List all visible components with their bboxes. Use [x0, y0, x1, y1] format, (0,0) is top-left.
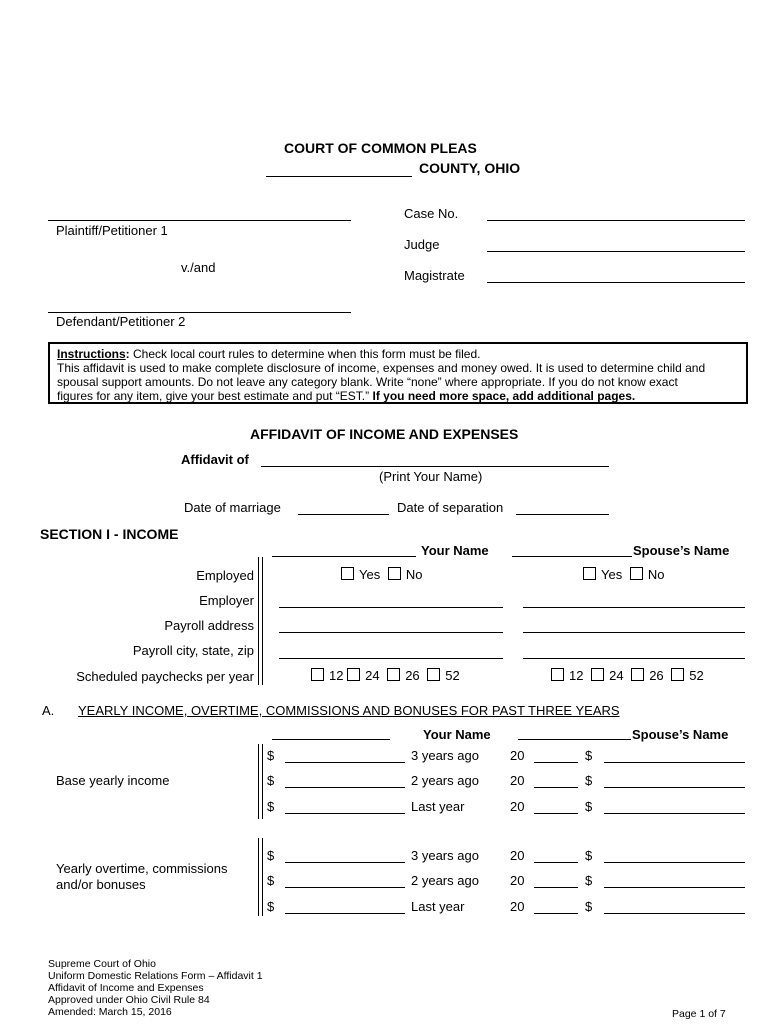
overtime-year-line[interactable]	[534, 862, 578, 863]
overtime-year-line[interactable]	[534, 887, 578, 888]
base-income-label: Base yearly income	[56, 773, 170, 788]
footer-org: Supreme Court of Ohio	[48, 958, 156, 970]
overtime-your-amount-line[interactable]	[285, 862, 405, 863]
your-dollar-sign: $	[267, 773, 275, 788]
year-prefix: 20	[510, 799, 525, 814]
date-of-separation-line[interactable]	[516, 514, 609, 515]
your-dollar-sign: $	[267, 799, 275, 814]
paycheck-option-label: 24	[609, 668, 624, 683]
judge-label: Judge	[404, 237, 440, 252]
plaintiff-label: Plaintiff/Petitioner 1	[56, 223, 168, 238]
section-1-divider	[258, 557, 263, 685]
spouse-paycheck-26-checkbox[interactable]	[631, 668, 644, 681]
affiant-name-line[interactable]	[261, 466, 609, 467]
footer-page-number: Page 1 of 7	[672, 1008, 726, 1020]
affidavit-of-label: Affidavit of	[181, 452, 249, 467]
overtime-year-line[interactable]	[534, 913, 578, 914]
instructions-more-space: If you need more space, add additional pages.	[372, 389, 636, 403]
your-employer-line[interactable]	[279, 607, 503, 608]
instructions-line2: This affidavit is used to make complete disclosure of income, expenses and money owed. It is used to determine child and	[57, 361, 706, 375]
your-dollar-sign: $	[267, 899, 275, 914]
spouse-dollar-sign: $	[585, 773, 593, 788]
overtime-your-amount-line[interactable]	[285, 913, 405, 914]
instructions-box: Instructions: Check local court rules to determine when this form must be filed. This affidavit is used to make complete disclosure of income, expenses and money owed. It is used to determine child and spousal support amounts. Do not leave any category blank. Write “none” where appropriate. If you do not know exact figures for any item, give your best estimate and put “EST.” If you need more space, add additional pages.	[48, 342, 748, 404]
spouse-dollar-sign: $	[585, 848, 593, 863]
spouse-employed-yes-checkbox[interactable]	[583, 567, 596, 580]
part-a-title: YEARLY INCOME, OVERTIME, COMMISSIONS AND BONUSES FOR PAST THREE YEARS	[78, 703, 620, 718]
base-spouse-amount-line[interactable]	[604, 787, 745, 788]
no-label: No	[405, 567, 423, 582]
overtime-spouse-amount-line[interactable]	[604, 913, 745, 914]
spouse-payroll-city-line[interactable]	[523, 658, 745, 659]
base-your-amount-line[interactable]	[285, 813, 405, 814]
footer-amended: Amended: March 15, 2016	[48, 1006, 172, 1018]
paycheck-option-label: 12	[329, 668, 344, 683]
your-employed-yes-checkbox[interactable]	[341, 567, 354, 580]
county-name-line[interactable]	[266, 176, 412, 177]
your-name-header: Your Name	[421, 543, 489, 558]
spouse-employer-line[interactable]	[523, 607, 745, 608]
spouse-paycheck-12-checkbox[interactable]	[551, 668, 564, 681]
date-of-marriage-line[interactable]	[298, 514, 389, 515]
your-payroll-address-line[interactable]	[279, 632, 503, 633]
print-name-label: (Print Your Name)	[379, 469, 483, 484]
spouse-employed-options	[583, 567, 664, 582]
case-no-line[interactable]	[487, 220, 745, 221]
footer-rule: Approved under Ohio Civil Rule 84	[48, 994, 210, 1006]
payroll-address-label: Payroll address	[164, 618, 254, 633]
employed-label: Employed	[196, 568, 254, 583]
part-a-letter: A.	[42, 703, 55, 718]
spouse-dollar-sign: $	[585, 799, 593, 814]
your-employed-no-checkbox[interactable]	[388, 567, 401, 580]
your-dollar-sign: $	[267, 848, 275, 863]
your-dollar-sign: $	[267, 873, 275, 888]
your-paycheck-12-checkbox[interactable]	[311, 668, 324, 681]
affidavit-title: AFFIDAVIT OF INCOME AND EXPENSES	[250, 426, 519, 442]
no-label: No	[647, 567, 665, 582]
your-paycheck-options	[311, 668, 460, 683]
your-name-header-line[interactable]	[272, 556, 416, 557]
year-label: 3 years ago	[411, 848, 479, 863]
paycheck-option-label: 52	[445, 668, 460, 683]
your-paycheck-24-checkbox[interactable]	[347, 668, 360, 681]
defendant-label: Defendant/Petitioner 2	[56, 314, 186, 329]
plaintiff-line[interactable]	[48, 220, 351, 221]
part-a-spouse-name-header: Spouse’s Name	[632, 727, 729, 742]
base-spouse-amount-line[interactable]	[604, 813, 745, 814]
overtime-spouse-amount-line[interactable]	[604, 887, 745, 888]
overtime-spouse-amount-line[interactable]	[604, 862, 745, 863]
overtime-your-amount-line[interactable]	[285, 887, 405, 888]
spouse-dollar-sign: $	[585, 899, 593, 914]
date-of-separation-label: Date of separation	[397, 500, 504, 515]
your-employed-options	[341, 567, 422, 582]
instructions-label: Instructions	[57, 347, 126, 361]
footer-form-name: Uniform Domestic Relations Form – Affidavit 1	[48, 970, 263, 982]
county-label: COUNTY, OHIO	[419, 160, 521, 176]
paycheck-option-label: 26	[649, 668, 664, 683]
spouse-dollar-sign: $	[585, 873, 593, 888]
year-label: 2 years ago	[411, 873, 479, 888]
your-paycheck-26-checkbox[interactable]	[387, 668, 400, 681]
spouse-paycheck-24-checkbox[interactable]	[591, 668, 604, 681]
magistrate-label: Magistrate	[404, 268, 465, 283]
paycheck-option-label: 26	[405, 668, 420, 683]
spouse-dollar-sign: $	[585, 748, 593, 763]
base-your-amount-line[interactable]	[285, 762, 405, 763]
year-label: Last year	[411, 899, 465, 914]
spouse-name-header-line[interactable]	[512, 556, 632, 557]
payroll-city-label: Payroll city, state, zip	[132, 643, 254, 658]
base-income-divider	[258, 744, 263, 819]
year-label: 2 years ago	[411, 773, 479, 788]
spouse-name-header: Spouse’s Name	[633, 543, 730, 558]
yes-label: Yes	[359, 567, 381, 582]
year-prefix: 20	[510, 873, 525, 888]
versus-label: v./and	[181, 260, 216, 275]
base-year-line[interactable]	[534, 787, 578, 788]
your-dollar-sign: $	[267, 748, 275, 763]
spouse-paycheck-52-checkbox[interactable]	[671, 668, 684, 681]
part-a-your-name-line[interactable]	[272, 739, 390, 740]
spouse-payroll-address-line[interactable]	[523, 632, 745, 633]
date-of-marriage-label: Date of marriage	[184, 500, 281, 515]
case-no-label: Case No.	[404, 206, 459, 221]
instructions-line3: spousal support amounts. Do not leave any category blank. Write “none” where appropriate. If you do not know exact	[57, 375, 678, 389]
overtime-divider	[258, 838, 263, 916]
base-your-amount-line[interactable]	[285, 787, 405, 788]
instructions-line1: Check local court rules to determine when this form must be filed.	[129, 347, 481, 361]
overtime-label-line2: and/or bonuses	[56, 877, 146, 892]
footer-form-title: Affidavit of Income and Expenses	[48, 982, 204, 994]
section-1-title: SECTION I - INCOME	[40, 526, 179, 542]
employer-label: Employer	[199, 593, 254, 608]
year-prefix: 20	[510, 773, 525, 788]
spouse-employed-no-checkbox[interactable]	[630, 567, 643, 580]
year-prefix: 20	[510, 899, 525, 914]
part-a-spouse-name-line[interactable]	[518, 739, 631, 740]
base-year-line[interactable]	[534, 762, 578, 763]
year-prefix: 20	[510, 748, 525, 763]
paychecks-label: Scheduled paychecks per year	[76, 669, 254, 684]
magistrate-line[interactable]	[487, 282, 745, 283]
year-label: 3 years ago	[411, 748, 479, 763]
yes-label: Yes	[601, 567, 623, 582]
base-spouse-amount-line[interactable]	[604, 762, 745, 763]
base-year-line[interactable]	[534, 813, 578, 814]
part-a-your-name-header: Your Name	[423, 727, 491, 742]
your-payroll-city-line[interactable]	[279, 658, 503, 659]
paycheck-option-label: 24	[365, 668, 380, 683]
year-prefix: 20	[510, 848, 525, 863]
your-paycheck-52-checkbox[interactable]	[427, 668, 440, 681]
judge-line[interactable]	[487, 251, 745, 252]
year-label: Last year	[411, 799, 465, 814]
instructions-line4: figures for any item, give your best estimate and put “EST.”	[57, 389, 373, 403]
defendant-line[interactable]	[48, 312, 351, 313]
spouse-paycheck-options	[551, 668, 704, 683]
paycheck-option-label: 12	[569, 668, 584, 683]
court-title: COURT OF COMMON PLEAS	[284, 140, 477, 156]
paycheck-option-label: 52	[689, 668, 704, 683]
overtime-label-line1: Yearly overtime, commissions	[56, 861, 228, 876]
